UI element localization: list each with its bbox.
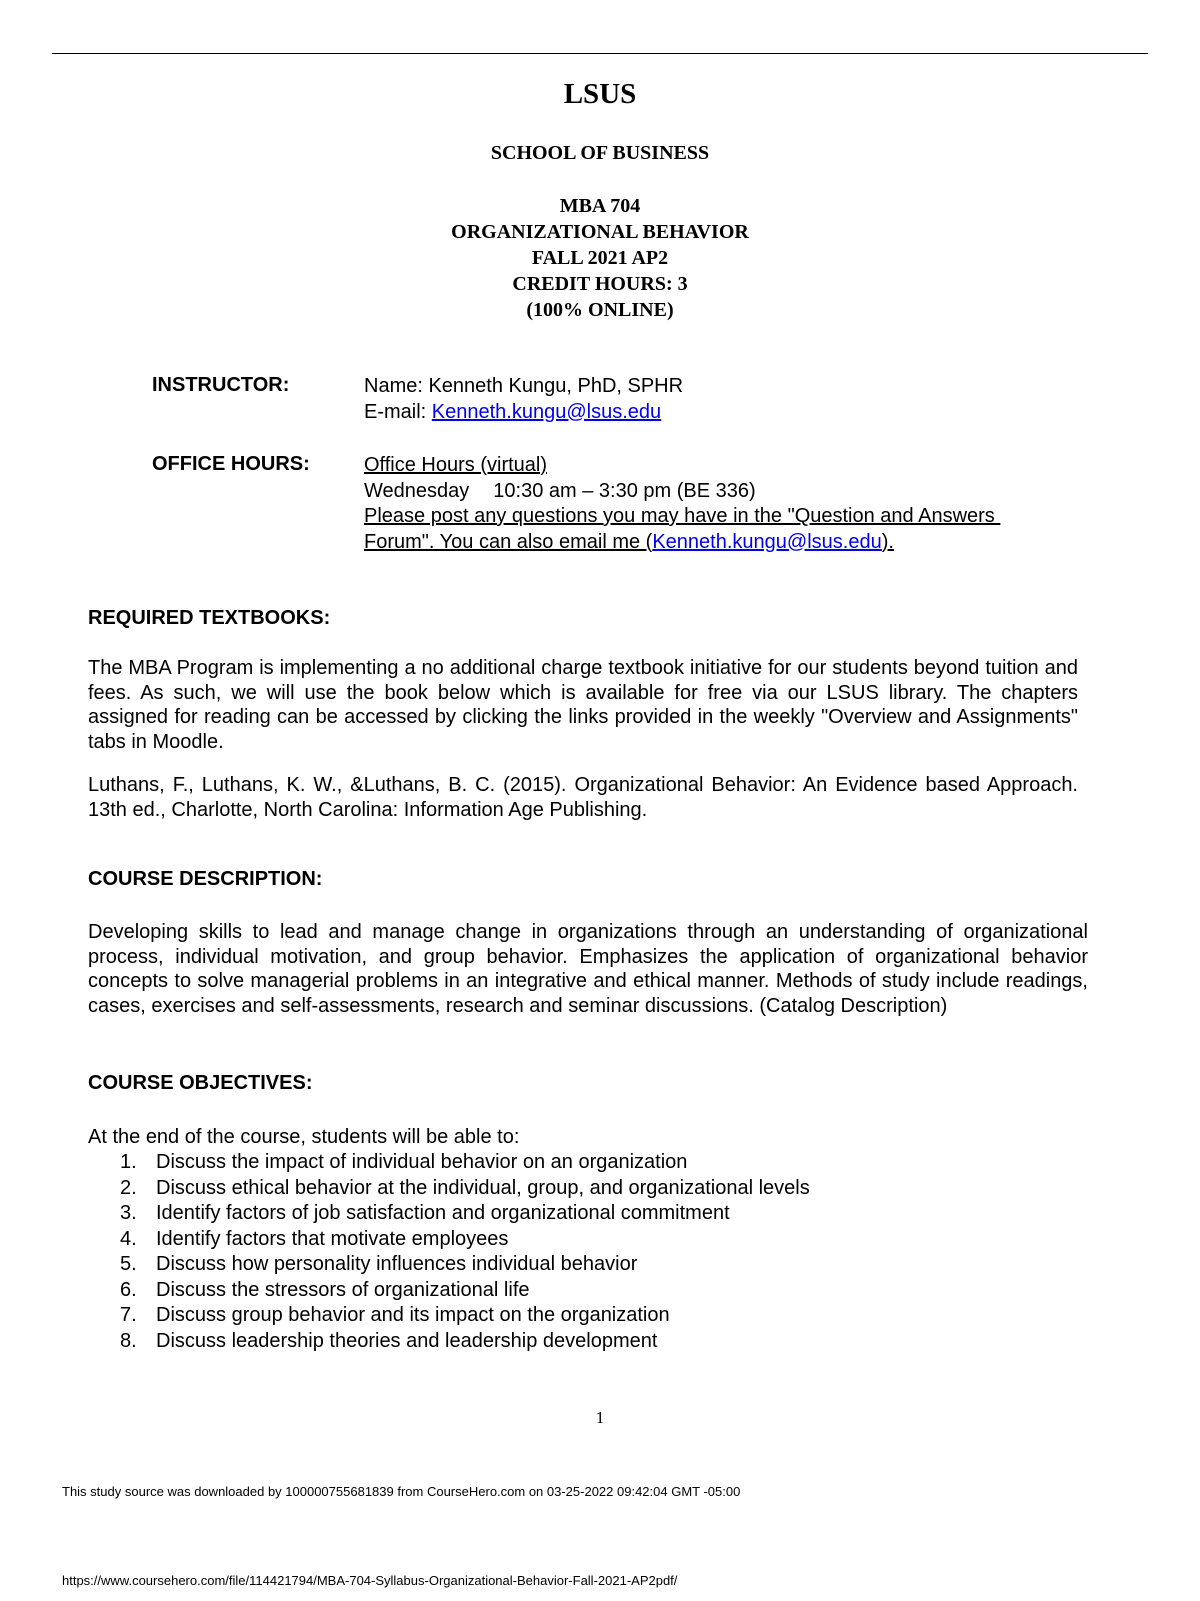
description-paragraph: Developing skills to lead and manage change in organizations through an understanding of organizational process, individual motivation, and group behavior. Emphasizes the application of organizational behavior concepts to solve managerial problems in an integrative and ethical manner. Methods of study include readings, cases, exercises and self-assessments, research and seminar discussions. (Catalog Description): [88, 921, 1088, 1017]
textbooks-paragraph: The MBA Program is implementing a no additional charge textbook initiative for our students beyond tuition and fees. As such, we will use the book below which is available for free via our LSUS library. The chapters assigned for reading can be accessed by clicking the links provided in the weekly "Overview and Assignments" tabs in Moodle.: [88, 657, 1078, 753]
list-item: 7. Discuss group behavior and its impact on the organization: [120, 1304, 670, 1326]
source-url[interactable]: https://www.coursehero.com/file/114421794/MBA-704-Syllabus-Organizational-Behavior-Fall-2021-AP2pdf/: [62, 1573, 678, 1588]
list-item: 5. Discuss how personality influences individual behavior: [120, 1253, 638, 1275]
office-hours-note-line1: Please post any questions you may have in the "Question and Answers: [364, 505, 1001, 527]
top-rule: [52, 53, 1148, 54]
textbooks-heading: REQUIRED TEXTBOOKS:: [88, 607, 331, 629]
office-hours-day: Wednesday: [364, 479, 470, 502]
note-suffix: ).: [881, 530, 894, 553]
list-item: 2. Discuss ethical behavior at the individual, group, and organizational levels: [120, 1176, 810, 1199]
course-code: MBA 704: [559, 195, 641, 217]
instructor-label: INSTRUCTOR:: [152, 374, 290, 396]
course-term: FALL 2021 AP2: [531, 247, 669, 269]
school-name: SCHOOL OF BUSINESS: [490, 142, 710, 164]
credit-hours: CREDIT HOURS: 3: [512, 273, 688, 295]
instructor-name: Name: Kenneth Kungu, PhD, SPHR: [364, 375, 684, 397]
list-item: 8. Discuss leadership theories and leadership development: [120, 1329, 658, 1352]
download-note: This study source was downloaded by 100000755681839 from CourseHero.com on 03-25-2022 09:42:04 GMT -05:00: [62, 1484, 741, 1499]
list-item: 4. Identify factors that motivate employees: [120, 1227, 509, 1250]
office-hours-email-link[interactable]: Kenneth.kungu@lsus.edu: [652, 530, 882, 553]
office-hours-time: 10:30 am – 3:30 pm (BE 336): [493, 479, 756, 502]
instructor-email-line: [364, 400, 683, 426]
objectives-heading: COURSE OBJECTIVES:: [88, 1072, 313, 1094]
course-title: ORGANIZATIONAL BEHAVIOR: [451, 221, 749, 243]
delivery-mode: (100% ONLINE): [526, 299, 674, 321]
office-hours-label: OFFICE HOURS:: [152, 453, 310, 475]
office-hours-note-line2: [364, 530, 1000, 556]
note-prefix: Forum". You can also email me (: [364, 530, 653, 553]
objectives-list: [88, 1150, 810, 1354]
list-item: 6. Discuss the stressors of organizational life: [120, 1278, 530, 1301]
objectives-intro: At the end of the course, students will be able to:: [88, 1126, 520, 1148]
list-item: 3. Identify factors of job satisfaction and organizational commitment: [120, 1202, 730, 1224]
instructor-email-link[interactable]: Kenneth.kungu@lsus.edu: [431, 400, 662, 423]
institution-title: LSUS: [563, 78, 637, 110]
office-hours-block: [364, 453, 1000, 555]
instructor-block: [364, 374, 683, 425]
page-number: 1: [595, 1408, 605, 1427]
description-heading: COURSE DESCRIPTION:: [88, 868, 323, 890]
office-hours-title: Office Hours (virtual): [364, 454, 548, 476]
textbook-citation: Luthans, F., Luthans, K. W., &Luthans, B. C. (2015). Organizational Behavior: An Evidence based Approach. 13th ed., Charlotte, North Carolina: Information Age Publishing.: [88, 774, 1078, 821]
office-hours-schedule: [364, 479, 1000, 505]
email-prefix: E-mail:: [364, 400, 432, 423]
list-item: 1. Discuss the impact of individual behavior on an organization: [120, 1151, 688, 1173]
